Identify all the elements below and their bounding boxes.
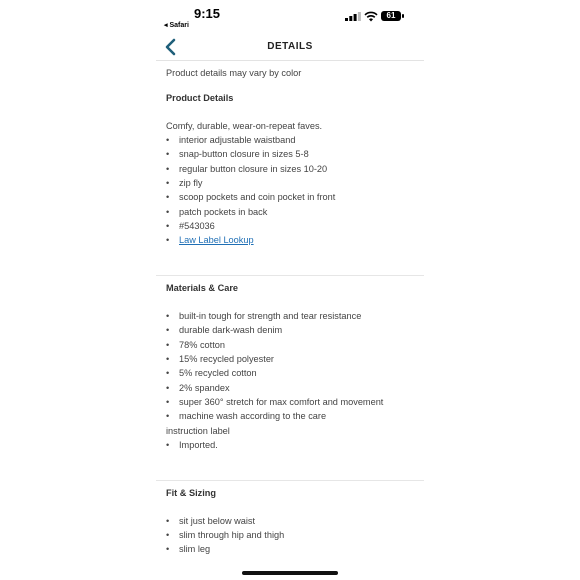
back-to-safari-link[interactable]: ◂ Safari bbox=[164, 22, 189, 29]
status-time: 9:15 bbox=[194, 6, 221, 21]
section-divider bbox=[156, 275, 424, 276]
fit-sizing-heading: Fit & Sizing bbox=[166, 488, 217, 498]
care-continuation-text: instruction label bbox=[166, 426, 230, 436]
materials-care-heading: Materials & Care bbox=[166, 283, 239, 293]
section-divider bbox=[156, 480, 424, 481]
home-indicator[interactable] bbox=[242, 571, 338, 575]
product-details-heading: Product Details bbox=[166, 93, 234, 103]
navigation-header bbox=[156, 34, 424, 61]
product-description: Comfy, durable, wear-on-repeat faves. bbox=[166, 121, 323, 131]
wifi-icon bbox=[364, 11, 378, 22]
phone-screen: 9:15 ◂ Safari 61 DETAILS Product details may vary by color Product Details Comfy, durable, wear-on-repeat faves. • interior adjustable waistband • snap-button closure in sizes 5-8 • regular button closure in sizes 10-20 • zip fly • scoop pockets and coin pocket in front • patch pockets in back • #543036 • Law Label Lookup Materials & Care • built-in tough for strength and tear resistance • durable dark-wash denim • 78% cotton • 15% recycled polyester • 5% recycled cotton • 2% spandex • super 360° stretch for max comfort and movement • machine wash according to the care instruction label • Imported. Fit & Sizing • sit just below waist • slim through hip and thigh • slim leg bbox=[156, 0, 424, 580]
color-variance-note: Product details may vary by color bbox=[166, 68, 302, 78]
page-title: DETAILS bbox=[267, 41, 313, 52]
battery-tip bbox=[402, 14, 404, 18]
law-label-lookup-link[interactable]: Law Label Lookup bbox=[179, 235, 254, 245]
status-bar bbox=[156, 0, 424, 34]
cellular-signal-icon bbox=[345, 12, 361, 21]
battery-icon: 61 bbox=[381, 11, 401, 21]
